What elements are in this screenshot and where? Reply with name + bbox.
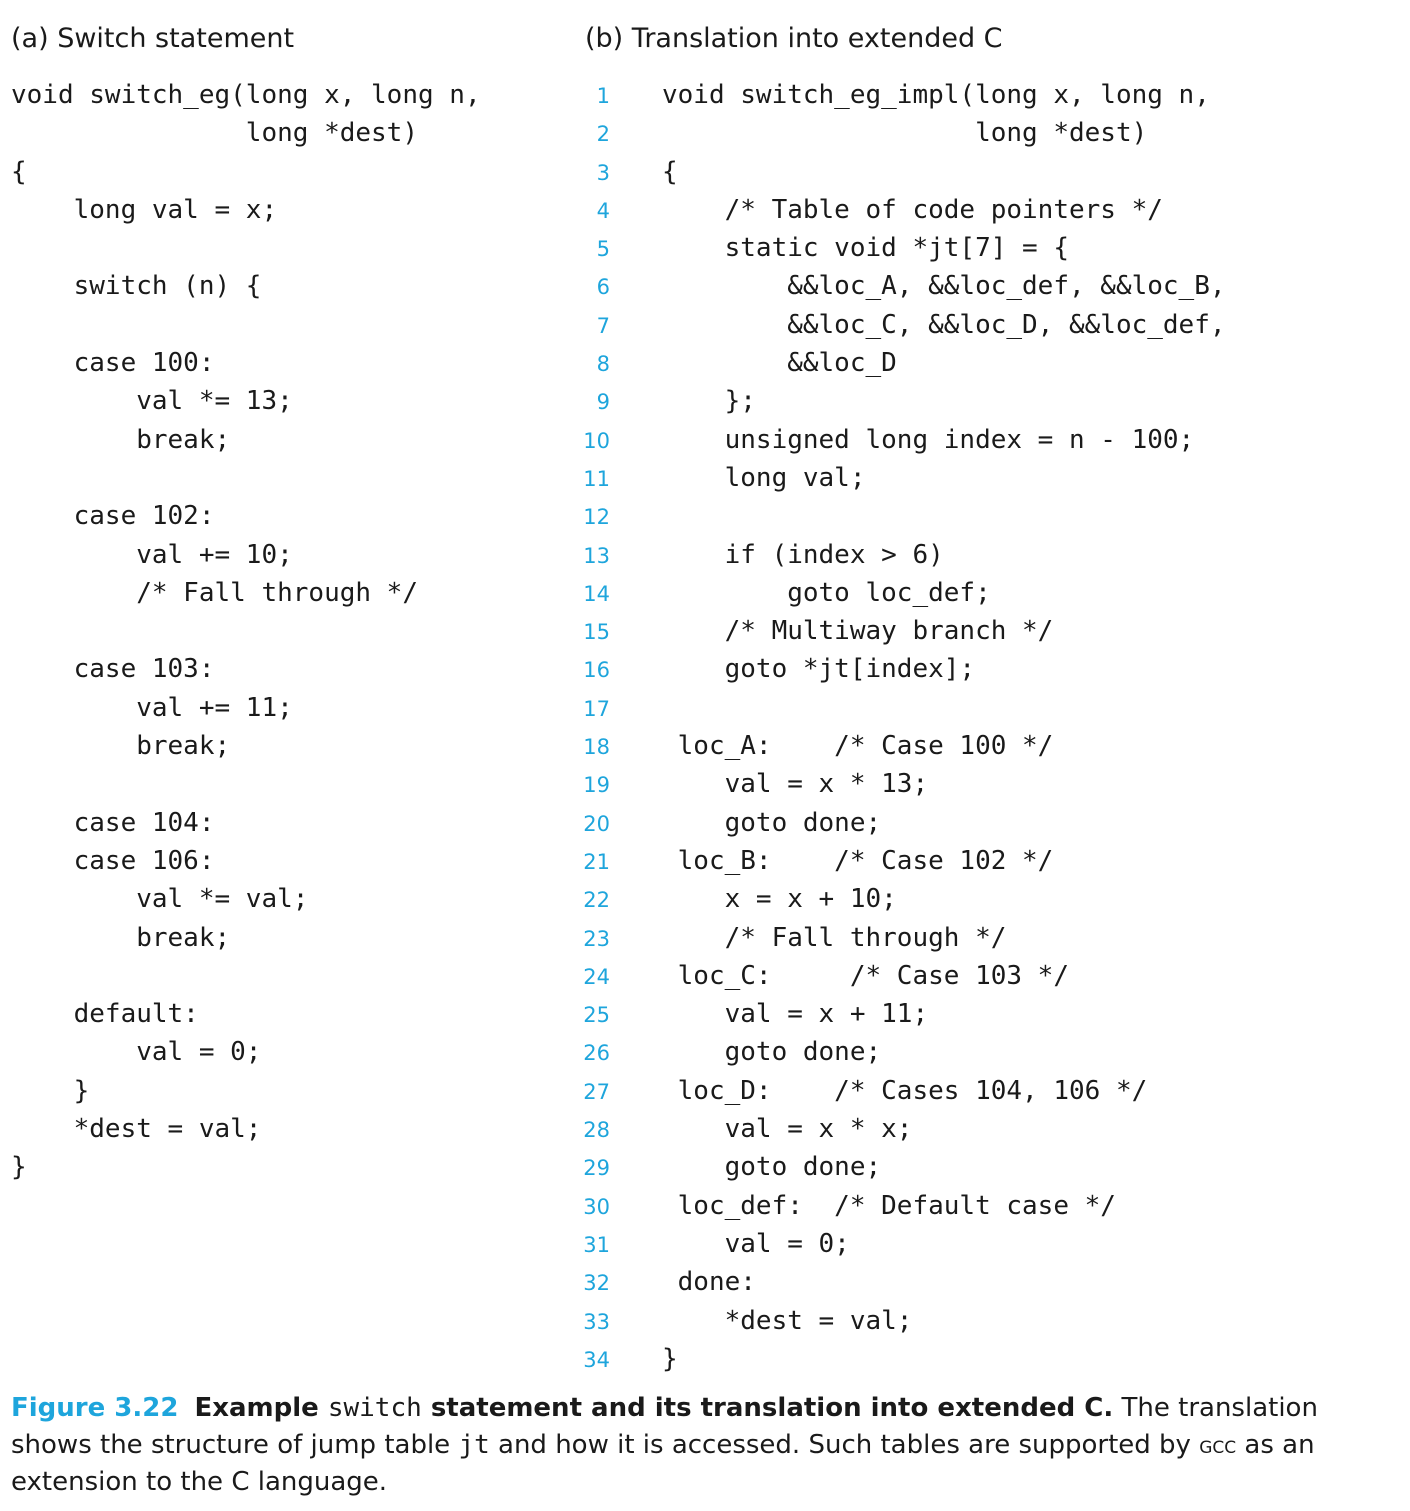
panel-b-code-line: [582, 957, 1226, 995]
code-text: loc_D: /* Cases 104, 106 */: [662, 1075, 1148, 1106]
line-number: 19: [583, 773, 610, 798]
line-number: 9: [596, 390, 610, 415]
line-number: 31: [583, 1232, 610, 1257]
line-number: 11: [583, 466, 610, 491]
panel-b-code-line: [582, 1225, 1226, 1263]
code-text: val = x * x;: [662, 1114, 913, 1145]
code-text: void switch_eg_impl(long x, long n,: [662, 80, 1210, 110]
panel-b-code-line: [582, 842, 1226, 880]
code-text: loc_B: /* Case 102 */: [662, 845, 1054, 876]
panel-a-code-line: long *dest): [11, 118, 418, 149]
panel-a-code-line: val += 10;: [11, 539, 293, 570]
caption-title-code: switch: [327, 1393, 422, 1423]
line-number: 27: [583, 1079, 610, 1104]
line-number: 34: [583, 1347, 610, 1372]
code-text: loc_A: /* Case 100 */: [662, 731, 1054, 762]
code-text: &&loc_C, &&loc_D, &&loc_def,: [662, 309, 1226, 340]
line-number: 6: [596, 275, 610, 300]
line-number: 33: [583, 1309, 610, 1334]
code-text: x = x + 10;: [662, 884, 897, 915]
panel-a-code-line: val += 11;: [11, 692, 293, 723]
code-text: done:: [662, 1267, 756, 1298]
code-text: val = 0;: [662, 1228, 850, 1259]
panel-a-code-line: switch (n) {: [11, 271, 262, 302]
code-text: unsigned long index = n - 100;: [662, 424, 1195, 455]
code-text: {: [662, 156, 678, 187]
panel-b-code-line: [582, 229, 1226, 267]
caption-body-part1: The translation shows the structure of jump table: [11, 1393, 1318, 1460]
panel-b-code-line: [582, 689, 1226, 727]
panel-b-code-line: [582, 1187, 1226, 1225]
panel-a-heading: (a) Switch statement: [11, 23, 295, 54]
panel-b-code-line: [582, 574, 1226, 612]
panel-b-code-line: [582, 382, 1226, 420]
panel-a-code-line: [11, 306, 481, 344]
panel-b-code-line: [582, 804, 1226, 842]
panel-b-code-line: [582, 1110, 1226, 1148]
panel-a-code-line: [11, 765, 481, 803]
panel-b-code-line: [582, 306, 1226, 344]
panel-b-heading: (b) Translation into extended C: [585, 23, 1003, 54]
code-text: goto done;: [662, 1152, 882, 1183]
code-text: /* Fall through */: [662, 922, 1007, 953]
panel-b-code-block: [582, 76, 1226, 1378]
panel-b-code-line: [582, 919, 1226, 957]
line-number: 29: [583, 1156, 610, 1181]
panel-b-code-line: [582, 1033, 1226, 1071]
panel-b-code-line: [582, 153, 1226, 191]
panel-b-code-line: [582, 76, 1226, 114]
panel-b-code-line: [582, 765, 1226, 803]
panel-a-code-line: break;: [11, 731, 231, 762]
code-text: long *dest): [662, 118, 1148, 149]
code-text: long val;: [662, 462, 866, 493]
line-number: 2: [596, 122, 610, 147]
panel-a-code-line: default:: [11, 999, 199, 1030]
caption-title-part1: Example: [194, 1393, 328, 1423]
panel-a-code-block: [11, 76, 481, 1187]
code-text: loc_def: /* Default case */: [662, 1190, 1116, 1221]
line-number: 30: [583, 1194, 610, 1219]
panel-a-code-line: break;: [11, 922, 231, 953]
panel-b-code-line: [582, 1148, 1226, 1186]
panel-a-code-line: [11, 229, 481, 267]
line-number: 28: [583, 1118, 610, 1143]
line-number: 21: [583, 849, 610, 874]
line-number: 12: [583, 505, 610, 530]
panel-a-code-line: val = 0;: [11, 1037, 262, 1068]
code-text: goto done;: [662, 1037, 882, 1068]
line-number: 1: [596, 84, 610, 108]
line-number: 5: [596, 237, 610, 262]
code-text: &&loc_D: [662, 348, 897, 379]
line-number: 10: [583, 428, 610, 453]
code-text: &&loc_A, &&loc_def, &&loc_B,: [662, 271, 1226, 302]
caption-title-part2: statement and its translation into extended C.: [421, 1393, 1114, 1423]
caption-body-code: jt: [458, 1430, 490, 1460]
panel-b-code-line: [582, 191, 1226, 229]
panel-a-code-line: val *= val;: [11, 884, 309, 915]
line-number: 18: [583, 735, 610, 760]
panel-a-code-line: [11, 612, 481, 650]
line-number: 23: [583, 926, 610, 951]
code-text: if (index > 6): [662, 539, 944, 570]
panel-b-code-line: [582, 612, 1226, 650]
line-number: 24: [583, 964, 610, 989]
panel-a-code-line: case 104:: [11, 807, 215, 838]
code-text: val = x + 11;: [662, 999, 929, 1030]
code-text: /* Table of code pointers */: [662, 194, 1163, 225]
panel-b-code-line: [582, 267, 1226, 305]
line-number: 17: [583, 696, 610, 721]
panel-a-code-line: long val = x;: [11, 194, 278, 225]
panel-a-code-line: case 100:: [11, 348, 215, 379]
code-text: static void *jt[7] = {: [662, 233, 1069, 264]
code-text: goto *jt[index];: [662, 654, 976, 685]
line-number: 16: [583, 658, 610, 683]
line-number: 25: [583, 1003, 610, 1028]
panel-a-code-line: *dest = val;: [11, 1114, 262, 1145]
panel-a-code-line: case 103:: [11, 654, 215, 685]
line-number: 26: [583, 1041, 610, 1066]
panel-b-code-line: [582, 497, 1226, 535]
panel-a-code-line: [11, 957, 481, 995]
caption-body-part3: as an extension to the C language.: [11, 1430, 1315, 1497]
line-number: 22: [583, 888, 610, 913]
code-text: goto loc_def;: [662, 577, 991, 608]
line-number: 4: [596, 198, 610, 223]
figure-label: Figure 3.22: [11, 1393, 179, 1423]
panel-a-code-line: }: [11, 1075, 90, 1106]
panel-b-code-line: [582, 995, 1226, 1033]
panel-b-code-line: [582, 1340, 1226, 1378]
panel-b-code-line: [582, 344, 1226, 382]
line-number: 3: [596, 160, 610, 185]
line-number: 14: [583, 581, 610, 606]
caption-body-part2: and how it is accessed. Such tables are supported by: [489, 1430, 1200, 1460]
panel-b-code-line: [582, 727, 1226, 765]
figure-caption: [11, 1390, 1396, 1501]
code-text: *dest = val;: [662, 1305, 913, 1336]
panel-b-code-line: [582, 421, 1226, 459]
line-number: 15: [583, 620, 610, 645]
line-number: 32: [583, 1271, 610, 1296]
panel-b-code-line: [582, 459, 1226, 497]
panel-b-code-line: [582, 880, 1226, 918]
caption-body-gcc: gcc: [1199, 1431, 1237, 1459]
panel-b-code-line: [582, 114, 1226, 152]
code-text: val = x * 13;: [662, 769, 929, 800]
panel-b-code-line: [582, 650, 1226, 688]
panel-a-code-line: break;: [11, 424, 231, 455]
code-text: /* Multiway branch */: [662, 616, 1054, 647]
code-text: }: [662, 1343, 678, 1374]
code-text: goto done;: [662, 807, 882, 838]
panel-a-code-line: void switch_eg(long x, long n,: [11, 80, 481, 110]
panel-a-code-line: }: [11, 1152, 27, 1183]
panel-b-code-line: [582, 1263, 1226, 1301]
line-number: 20: [583, 811, 610, 836]
code-text: loc_C: /* Case 103 */: [662, 960, 1069, 991]
code-text: };: [662, 386, 756, 417]
panel-a-code-line: case 106:: [11, 845, 215, 876]
panel-b-code-line: [582, 536, 1226, 574]
panel-b-code-line: [582, 1302, 1226, 1340]
panel-a-code-line: {: [11, 156, 27, 187]
line-number: 8: [596, 352, 610, 377]
panel-a-code-line: val *= 13;: [11, 386, 293, 417]
panel-b-code-line: [582, 1072, 1226, 1110]
line-number: 7: [596, 313, 610, 338]
panel-a-code-line: /* Fall through */: [11, 577, 418, 608]
panel-a-code-line: [11, 459, 481, 497]
panel-a-code-line: case 102:: [11, 501, 215, 532]
line-number: 13: [583, 543, 610, 568]
